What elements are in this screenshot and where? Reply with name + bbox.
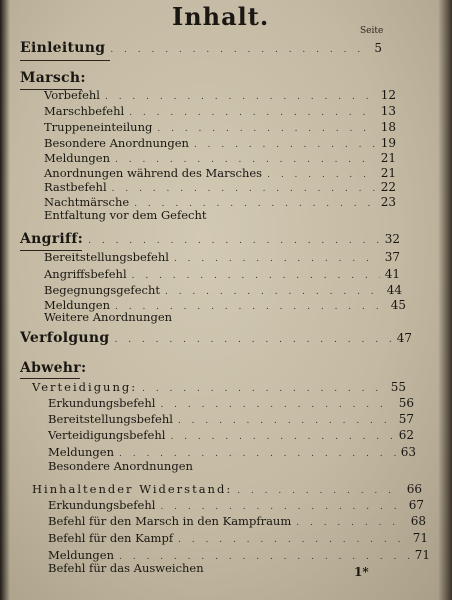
toc-entry: Besondere Anordnungen	[48, 459, 193, 473]
toc-entry: Meldungen . . . 63	[48, 445, 416, 459]
page-title: Inhalt.	[172, 2, 270, 31]
toc-entry: Begegnungsgefecht . . . 44	[44, 283, 402, 297]
toc-group-hinhaltender-widerstand: Hinhaltender Widerstand: . . . 66	[32, 482, 422, 496]
section-underline	[20, 378, 80, 379]
toc-entry: Meldungen . . . 21	[44, 151, 396, 165]
toc-group-verteidigung: Verteidigung: . . . 55	[32, 380, 406, 394]
toc-section-verfolgung	[20, 330, 412, 346]
leader-dots	[114, 335, 391, 345]
toc-entry: Befehl für den Marsch in den Kampfraum . . . 68	[48, 514, 426, 528]
toc-entry: Marschbefehl . . . 13	[44, 104, 396, 118]
toc-entry: Entfaltung vor dem Gefecht	[44, 208, 207, 222]
section-underline	[20, 60, 110, 61]
toc-entry: Weitere Anordnungen	[44, 310, 173, 324]
section-label: Einleitung	[20, 40, 106, 56]
column-header-seite: Seite	[360, 26, 384, 36]
leader-dots	[88, 236, 380, 246]
toc-entry: Befehl für das Ausweichen	[48, 561, 204, 575]
toc-section-angriff	[20, 231, 400, 247]
toc-entry: Besondere Anordnungen . . . 19	[44, 136, 396, 150]
toc-entry: Erkundungsbefehl . . . 56	[48, 396, 414, 410]
signature-mark: 1*	[354, 565, 369, 579]
toc-entry: Erkundungsbefehl . . . 67	[48, 498, 424, 512]
toc-section-einleitung	[20, 40, 382, 56]
section-label: Angriff:	[20, 231, 84, 247]
toc-entry: Verteidigungsbefehl . . . 62	[48, 428, 414, 442]
toc-entry: Rastbefehl . . . 22	[44, 180, 396, 194]
page-number: 5	[374, 41, 382, 55]
toc-entry: Nachtmärsche . . . 23	[44, 195, 396, 209]
toc-section-marsch	[20, 70, 382, 86]
toc-entry: Bereitstellungsbefehl . . . 57	[48, 412, 414, 426]
toc-entry: Anordnungen während des Marsches . . . 21	[44, 166, 396, 180]
toc-section-abwehr	[20, 360, 382, 376]
section-label: Marsch:	[20, 70, 86, 86]
page-number: 47	[396, 331, 412, 345]
page-shadow-right	[438, 0, 452, 600]
page-number: 32	[384, 232, 400, 246]
section-label: Verfolgung	[20, 330, 110, 346]
toc-entry: Meldungen . . . 45	[44, 298, 406, 312]
page-shadow-left	[0, 0, 10, 600]
leader-dots	[110, 45, 369, 55]
toc-entry: Vorbefehl . . . 12	[44, 88, 396, 102]
toc-entry: Angriffsbefehl . . . 41	[44, 267, 400, 281]
toc-entry: Meldungen . . . 71	[48, 548, 430, 562]
section-label: Abwehr:	[20, 360, 87, 376]
toc-entry: Befehl für den Kampf . . . 71	[48, 531, 428, 545]
toc-entry: Bereitstellungsbefehl . . . 37	[44, 250, 400, 264]
toc-entry: Truppeneinteilung . . . 18	[44, 120, 396, 134]
